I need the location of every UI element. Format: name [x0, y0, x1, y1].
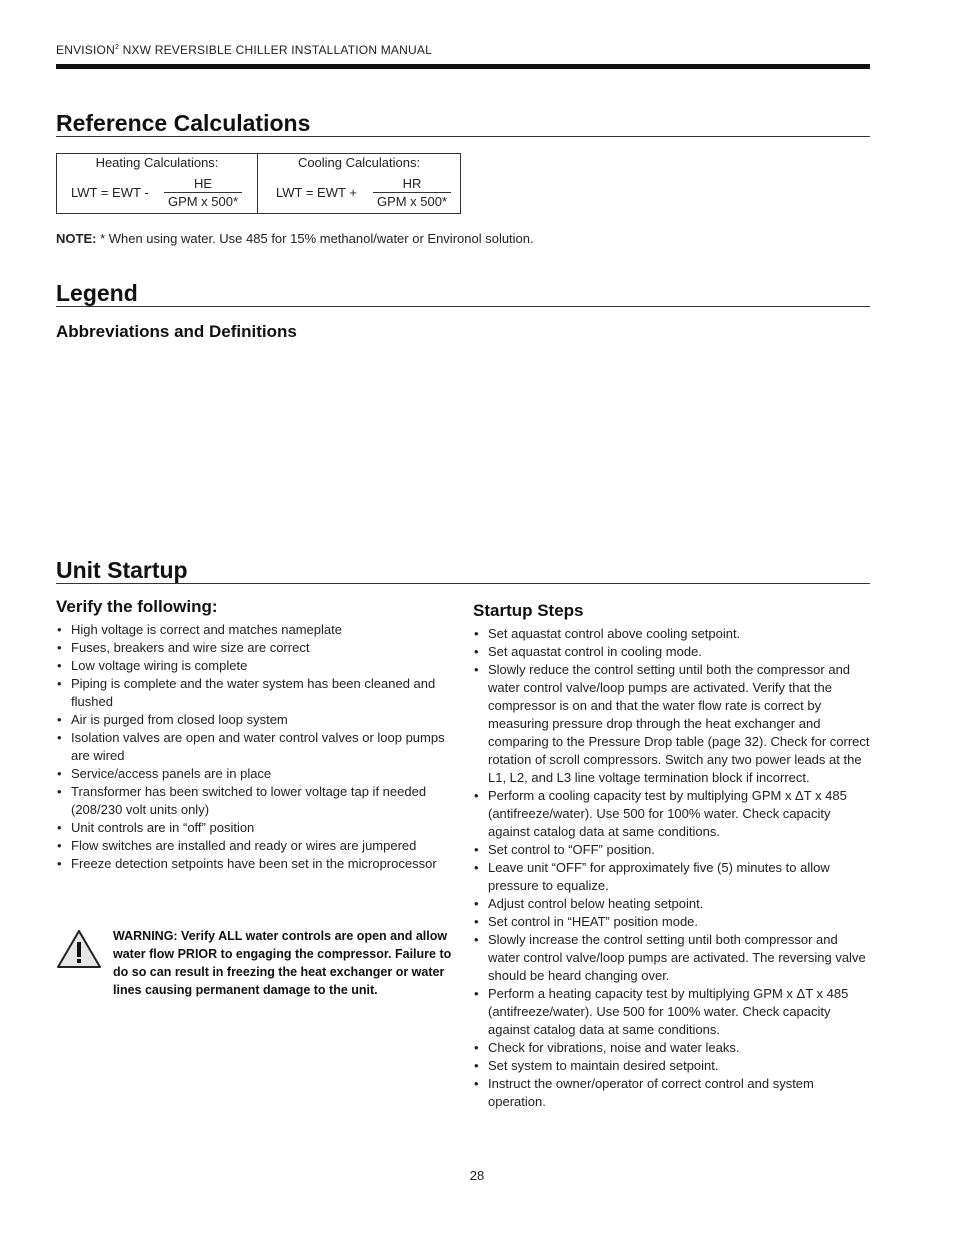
header-rule — [56, 64, 870, 69]
header-title: NXW REVERSIBLE CHILLER INSTALLATION MANUAL — [119, 43, 432, 57]
startup-step: • Leave unit “OFF” for approximately five (5) minutes to allow pressure to equalize. — [473, 859, 873, 895]
header-brand: ENVISION — [56, 43, 115, 57]
startup-step: • Perform a cooling capacity test by multiplying GPM x ΔT x 485 (antifreeze/water). Use 500 for 100% water. Check capacity against catalog data at same conditions. — [473, 787, 873, 841]
startup-step: • Set aquastat control in cooling mode. — [473, 643, 873, 661]
verify-item: • Isolation valves are open and water control valves or loop pumps are wired — [56, 729, 456, 765]
running-header — [56, 43, 432, 57]
abbreviations-subtitle: Abbreviations and Definitions — [56, 322, 297, 341]
cooling-calc-numerator: HR — [373, 176, 451, 193]
unit-startup-title: Unit Startup — [56, 557, 870, 584]
verify-item: • Flow switches are installed and ready or wires are jumpered — [56, 837, 456, 855]
startup-step: • Slowly reduce the control setting until both the compressor and water control valve/loop pumps are activated. Verify that the compressor is on and that the water flow rate is correct by measuring pressure drop through the heat exchanger and comparing to the Pressure Drop table (page 32). Check for correct rotation of scroll compressors. Switch any two power leads at the L1, L2, and L3 line voltage termination block if incorrect. — [473, 661, 873, 787]
cooling-calc-fraction — [373, 176, 451, 209]
startup-step: • Set aquastat control above cooling setpoint. — [473, 625, 873, 643]
legend-title: Legend — [56, 280, 870, 307]
verify-item: • Service/access panels are in place — [56, 765, 456, 783]
note-label: NOTE: — [56, 231, 97, 246]
verify-item: • High voltage is correct and matches nameplate — [56, 621, 456, 639]
calculations-table — [56, 153, 461, 214]
cooling-calc-title: Cooling Calculations: — [297, 155, 421, 170]
startup-step: • Check for vibrations, noise and water leaks. — [473, 1039, 873, 1057]
heating-calc-denominator: GPM x 500* — [167, 194, 239, 209]
heating-calc-fraction — [164, 176, 242, 209]
cooling-calc-lhs: LWT = EWT + — [276, 185, 357, 200]
startup-steps-title: Startup Steps — [473, 601, 584, 620]
calc-note — [56, 231, 534, 246]
startup-step: • Slowly increase the control setting until both compressor and water control valve/loop pumps are activated. The reversing valve should be heard changing over. — [473, 931, 873, 985]
verify-list — [56, 621, 456, 873]
startup-step: • Adjust control below heating setpoint. — [473, 895, 873, 913]
startup-step: • Set control in “HEAT” position mode. — [473, 913, 873, 931]
startup-step: • Instruct the owner/operator of correct control and system operation. — [473, 1075, 873, 1111]
warning-text: WARNING: Verify ALL water controls are open and allow water flow PRIOR to engaging the compressor. Failure to do so can result in freezing the heat exchanger or water lines causing permanent damage to the unit. — [113, 929, 452, 997]
verify-item: • Transformer has been switched to lower voltage tap if needed (208/230 volt units only) — [56, 783, 456, 819]
page-number: 28 — [469, 1168, 485, 1183]
startup-step: • Set system to maintain desired setpoint. — [473, 1057, 873, 1075]
verify-item: • Freeze detection setpoints have been set in the microprocessor — [56, 855, 456, 873]
cooling-calculations-cell — [258, 154, 461, 214]
warning-triangle-icon — [56, 929, 102, 969]
reference-calculations-title: Reference Calculations — [56, 110, 870, 137]
verify-item: • Piping is complete and the water system has been cleaned and flushed — [56, 675, 456, 711]
verify-following-title: Verify the following: — [56, 597, 218, 616]
header-brand-superscript: 2 — [114, 44, 120, 51]
verify-item: • Low voltage wiring is complete — [56, 657, 456, 675]
heating-calculations-cell — [57, 154, 258, 214]
note-text: * When using water. Use 485 for 15% methanol/water or Environol solution. — [96, 231, 534, 246]
heating-calc-lhs: LWT = EWT - — [71, 185, 149, 200]
verify-item: • Fuses, breakers and wire size are correct — [56, 639, 456, 657]
verify-item: • Air is purged from closed loop system — [56, 711, 456, 729]
startup-steps-list — [473, 625, 873, 1111]
heating-calc-numerator: HE — [164, 176, 242, 193]
cooling-calc-denominator: GPM x 500* — [376, 194, 448, 209]
heating-calc-title: Heating Calculations: — [95, 155, 219, 170]
verify-item: • Unit controls are in “off” position — [56, 819, 456, 837]
startup-step: • Set control to “OFF” position. — [473, 841, 873, 859]
startup-step: • Perform a heating capacity test by multiplying GPM x ΔT x 485 (antifreeze/water). Use 500 for 100% water. Check capacity against catalog data at same conditions. — [473, 985, 873, 1039]
